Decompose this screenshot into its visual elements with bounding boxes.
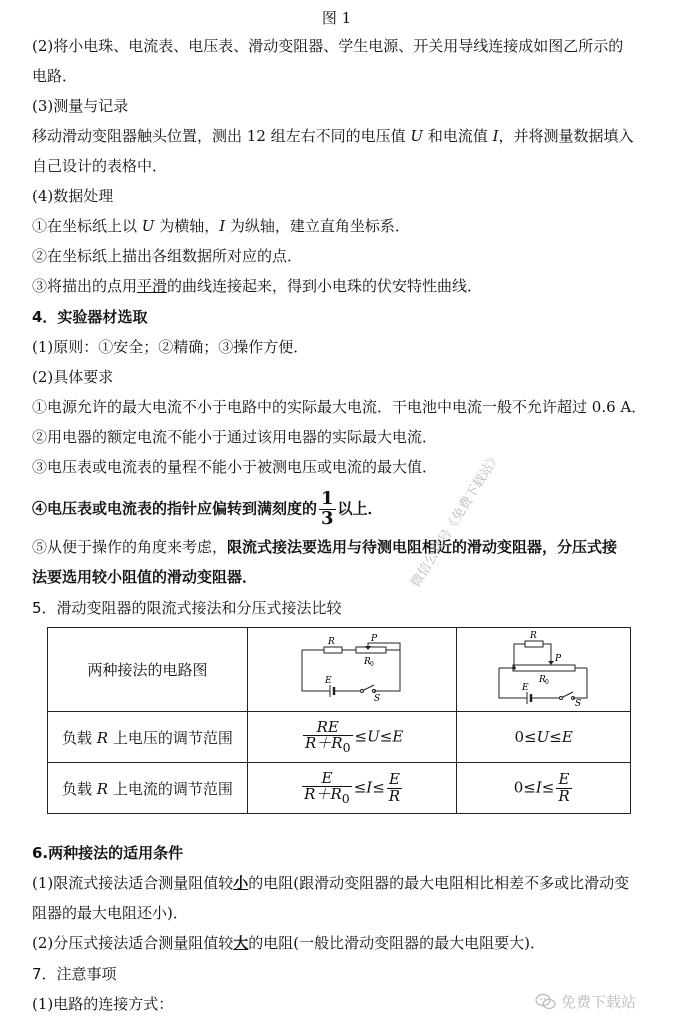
text-line: 移动滑动变阻器触头位置，测出 12 组左右不同的电压值 U 和电流值 I，并将测量数据填入 <box>32 127 634 145</box>
label-P: P <box>554 653 561 664</box>
wechat-icon <box>535 993 557 1011</box>
text-line: 电路． <box>32 67 78 85</box>
text-line: (1)原则：①安全；②精确；③操作方便． <box>32 338 309 356</box>
current-range-limiting: $\frac{E}{R+R_0}$ ≤I≤ $\frac{E}{R}$ <box>247 763 456 814</box>
table-row-header: 负载 R 上电压的调节范围 <box>48 712 248 763</box>
text-line: ①电源允许的最大电流不小于电路中的实际最大电流．干电池中电流一般不允许超过 0.6 A． <box>32 398 647 416</box>
text-line: ②用电器的额定电流不能小于通过该用电器的实际最大电流． <box>32 428 438 446</box>
text-line: (1)电路的连接方式： <box>32 995 174 1013</box>
label-R0-sub: 0 <box>370 660 374 668</box>
figure-caption: 图 1 <box>321 9 352 27</box>
text-line: (3)测量与记录 <box>32 97 129 115</box>
section-heading: 4．实验器材选取 <box>32 308 148 326</box>
label-S: S <box>574 698 581 706</box>
text-line: (4)数据处理 <box>32 187 114 205</box>
watermark-text: 微信公众号《免费下载站》 <box>408 449 504 591</box>
voltage-range-divider: 0≤U≤E <box>457 712 631 763</box>
label-R0-sub: 0 <box>544 678 549 686</box>
circuit-limiting <box>247 628 456 712</box>
circuit-divider <box>457 628 631 712</box>
watermark-badge: 免费下载站 <box>535 991 636 1012</box>
text-line: 阻器的最大电阻还小)． <box>32 904 188 922</box>
label-S: S <box>374 693 381 703</box>
voltage-range-limiting: $\frac{RE}{R+R_0}$ ≤U≤E <box>247 712 456 763</box>
label-E: E <box>325 675 332 686</box>
section-heading: 5．滑动变阻器的限流式接法和分压式接法比较 <box>32 599 342 617</box>
text-line: (2)具体要求 <box>32 368 114 386</box>
current-range-divider: 0≤I≤ $\frac{E}{R}$ <box>457 763 631 814</box>
text-line: ④电压表或电流表的指针应偏转到满刻度的 $\frac{1}{3}$ 以上． <box>32 488 383 529</box>
text-line: 自己设计的表格中． <box>32 157 168 175</box>
text-line: ⑤从便于操作的角度来考虑，限流式接法要选用与待测电阻相近的滑动变阻器，分压式接 <box>32 538 618 556</box>
label-R0: R <box>538 674 546 685</box>
text-line: ②在坐标纸上描出各组数据所对应的点． <box>32 247 303 265</box>
table-row-header: 负载 R 上电流的调节范围 <box>48 763 248 814</box>
section-heading: 6.两种接法的适用条件 <box>32 844 184 862</box>
text-line: ③将描出的点用平滑的曲线连接起来，得到小电珠的伏安特性曲线． <box>32 277 483 295</box>
text-line: ①在坐标纸上以 U 为横轴，I 为纵轴，建立直角坐标系． <box>32 217 410 235</box>
section-heading: 7．注意事项 <box>32 965 117 983</box>
text-line: ③电压表或电流表的量程不能小于被测电压或电流的最大值． <box>32 458 438 476</box>
label-P: P <box>371 633 378 644</box>
table-row-header: 两种接法的电路图 <box>48 628 248 712</box>
current-limiting-circuit-diagram <box>292 633 412 703</box>
label-E: E <box>521 682 529 693</box>
comparison-table <box>47 627 631 814</box>
voltage-divider-circuit-diagram <box>489 630 599 706</box>
text-line: (2)分压式接法适合测量阻值较大的电阻(一般比滑动变阻器的最大电阻要大)． <box>32 934 545 952</box>
text-line: (2)将小电珠、电流表、电压表、滑动变阻器、学生电源、开关用导线连接成如图乙所示的 <box>32 37 624 55</box>
text-line: 法要选用较小阻值的滑动变阻器． <box>32 568 258 586</box>
text-line: (1)限流式接法适合测量阻值较小的电阻(跟滑动变阻器的最大电阻相比相差不多或比滑动变 <box>32 874 630 892</box>
label-R: R <box>328 636 335 647</box>
label-R: R <box>529 630 537 641</box>
label-R0: R <box>364 656 371 667</box>
